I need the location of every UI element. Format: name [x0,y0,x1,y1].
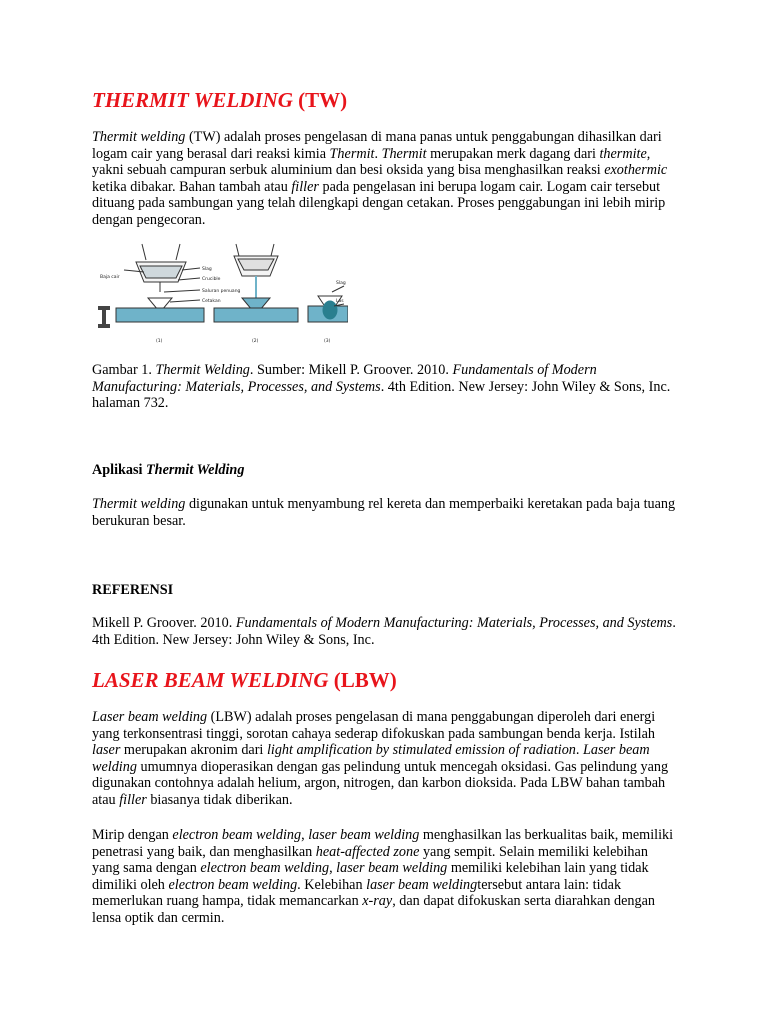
italic-run: filler [291,178,319,195]
text-run: , yakni sebuah campuran serbuk aluminium dan besi oksida yang bisa menghasilkan reaksi [92,145,651,179]
text-run: digunakan untuk menyambung rel kereta dan memperbaiki keretakan pada baja tuang berukuran besar. [92,496,676,529]
italic-run: Fundamentals of Modern Manufacturing: Materials, Processes, and Systems [92,362,597,395]
thermit-intro-paragraph [92,129,677,229]
text-run: menghasilkan las berkualitas baik, memiliki penetrasi yang baik, dan menghasilkan [92,827,674,860]
text-run: . 4th Edition. New Jersey: John Wiley & Sons, Inc. [92,615,676,648]
text-run: . Sumber: Mikell P. Groover. 2010. [249,362,453,378]
aplikasi-heading [92,462,244,479]
thermit-welding-figure [96,240,348,348]
italic-run: laser beam welding [308,827,420,843]
italic-run: exothermic [604,162,668,179]
italic-run: Thermit welding [92,129,186,145]
laser-beam-welding-title [92,668,397,693]
label-las: Las [336,299,344,304]
label-panel-3: (3) [324,339,331,344]
lbw-comparison-paragraph [92,827,677,927]
italic-run: electron beam welding [172,827,302,843]
aplikasi-paragraph [92,496,677,529]
title-italic: LASER BEAM WELDING [92,668,329,692]
italic-run: laser beam welding [336,860,448,877]
label-panel-1: (1) [156,339,163,344]
italic-run: Thermit [329,145,375,162]
text-run: yang sempit. Selain memiliki kelebihan yang sama dengan [92,843,648,877]
italic-run: Thermit [381,145,427,162]
text-run: merupakan merk dagang dari [426,145,600,162]
italic-run: electron beam welding [200,860,330,877]
label-slag-3: Slag [336,281,346,286]
text-run: umumnya dioperasikan dengan gas pelindung untuk mencegah oksidasi. Gas pelindung yang digunakan contohnya adalah helium, argon, nitrogen, dan karbon dioksida. Pada LBW bahan tambah atau [92,758,669,808]
text-run: , dan dapat difokuskan serta diarahkan dengan lensa optik dan cermin. [92,893,655,926]
lbw-intro-paragraph [92,709,677,809]
text-run: pada pengelasan ini berupa logam cair. Logam cair tersebut dituang pada sambungan yang telah dilengkapi dengan cetakan. Proses penggabungan ini lebih mirip dengan pengecoran. [92,178,666,228]
text-run: (TW) adalah proses pengelasan di mana panas untuk penggabungan dihasilkan dari logam cair yang berasal dari reaksi kimia [92,129,662,162]
italic-run: Laser beam welding [92,742,650,775]
italic-run: light amplification by stimulated emission of radiation [266,742,576,759]
thermit-welding-title [92,88,347,113]
italic-run: Fundamentals of Modern Manufacturing: Materials, Processes, and Systems [235,615,673,631]
label-baja-cair: Baja cair [100,275,120,280]
text-run: Mirip dengan [92,827,173,843]
label-saluran-penuang: Saluran penuang [202,289,241,294]
italic-run: Thermit Welding [155,362,250,378]
italic-run: thermite [599,145,647,162]
label-panel-2: (2) [252,339,259,344]
text-run: Gambar 1. [92,362,156,378]
text-run: merupakan akronim dari [120,742,267,759]
referensi-paragraph [92,615,677,648]
title-abbreviation: (TW) [298,88,348,112]
text-run: , [329,860,337,877]
referensi-heading: REFERENSI [92,582,174,598]
italic-run: Thermit welding [92,496,186,512]
title-italic: THERMIT WELDING [92,88,293,112]
text-run: Aplikasi [92,462,147,478]
italic-run: Thermit Welding [146,462,245,478]
text-run: . [575,742,583,759]
label-slag: Slag [202,267,212,272]
italic-run: Laser beam welding [92,709,208,725]
text-run: . [374,145,382,162]
text-run: Mikell P. Groover. 2010. [92,615,236,631]
italic-run: electron beam welding [168,876,298,893]
italic-run: filler [119,791,147,808]
text-run: , [301,827,309,843]
text-run: ketika dibakar. Bahan tambah atau [92,178,292,195]
text-run: . 4th Edition. New Jersey: John Wiley & Sons, Inc. halaman 732. [92,378,671,412]
text-run: . Kelebihan [297,876,367,893]
italic-run: laser [92,742,121,759]
label-crucible: Crucible [202,277,221,282]
label-cetakan: Cetakan [202,299,221,304]
title-abbreviation: (LBW) [333,668,397,692]
italic-run: x-ray [362,893,393,910]
text-run: memiliki kelebihan lain yang tidak dimiliki oleh [92,860,649,893]
text-run: biasanya tidak diberikan. [146,791,293,808]
figure-caption [92,362,677,412]
italic-run: heat-affected zone [315,843,420,860]
italic-run: laser beam welding [366,876,478,893]
text-run: (LBW) adalah proses pengelasan di mana penggabungan diperoleh dari energi yang terkonsentrasi tinggi, sorotan cahaya sederap difokuskan pada sambungan benda kerja. Istilah [92,709,656,742]
text-run: tersebut antara lain: tidak memerlukan ruang hampa, tidak memancarkan [92,876,622,910]
